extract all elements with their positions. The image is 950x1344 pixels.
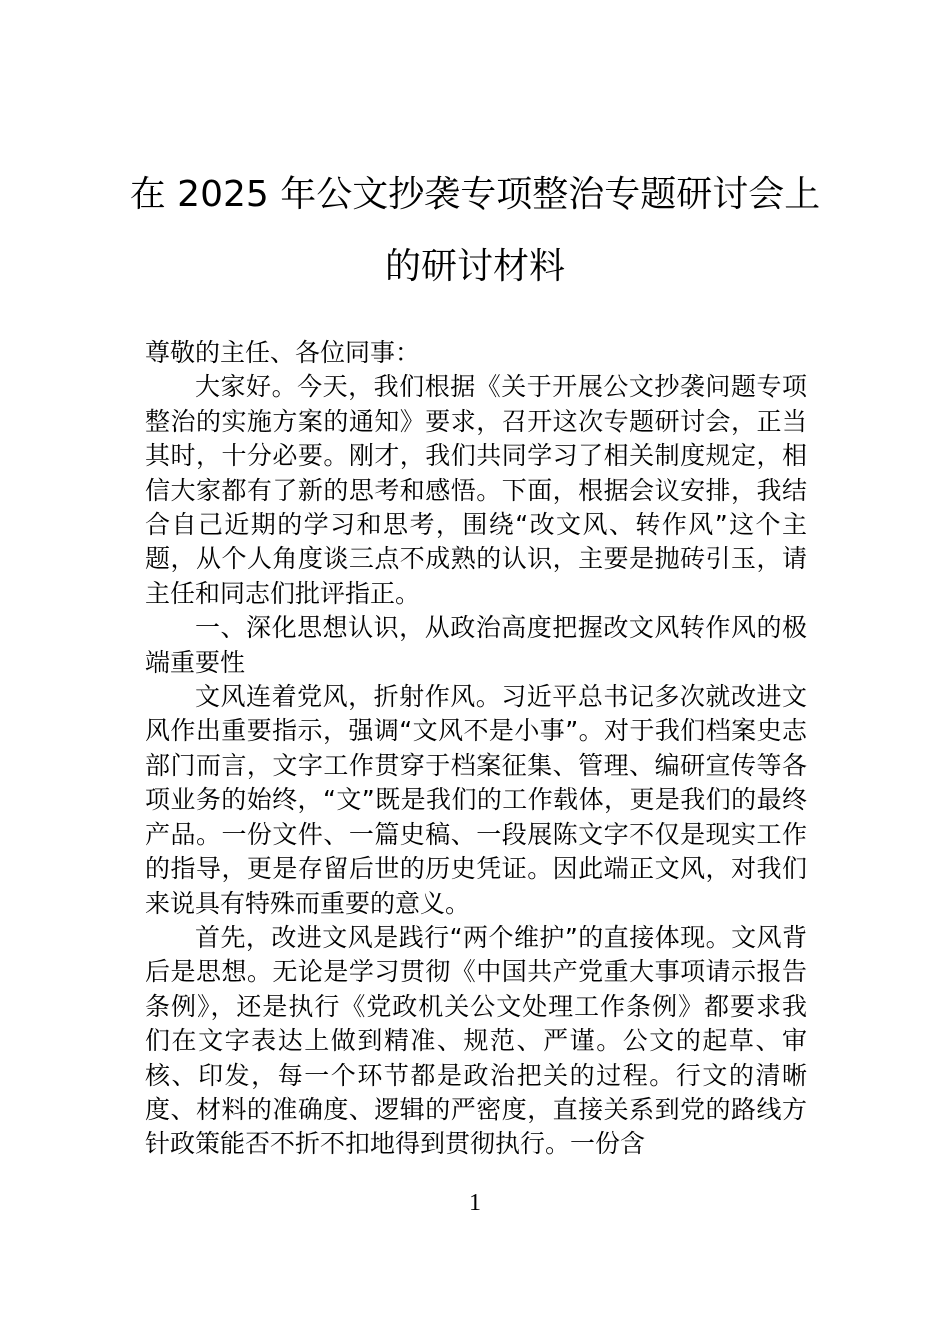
page-number: 1	[469, 1190, 481, 1216]
body-paragraph: 文风连着党风，折射作风。习近平总书记多次就改进文风作出重要指示，强调“文风不是小事”。对于我们档案史志部门而言，文字工作贯穿于档案征集、管理、编研宣传等各项业务的始终，“文”既是我们的工作载体，更是我们的最终产品。一份文件、一篇史稿、一段展陈文字不仅是现实工作的指导，更是存留后世的历史凭证。因此端正文风，对我们来说具有特殊而重要的意义。	[145, 682, 807, 918]
body-paragraph: 首先，改进文风是践行“两个维护”的直接体现。文风背后是思想。无论是学习贯彻《中国共产党重大事项请示报告条例》，还是执行《党政机关公文处理工作条例》都要求我们在文字表达上做到精准、规范、严谨。公文的起草、审核、印发，每一个环节都是政治把关的过程。行文的清晰度、材料的准确度、逻辑的严密度，直接关系到党的路线方针政策能否不折不扣地得到贯彻执行。一份含	[145, 922, 807, 1159]
salutation: 尊敬的主任、各位同事：	[145, 338, 421, 367]
body-paragraph: 大家好。今天，我们根据《关于开展公文抄袭问题专项整治的实施方案的通知》要求，召开这次专题研讨会，正当其时，十分必要。刚才，我们共同学习了相关制度规定，相信大家都有了新的思考和感悟。下面，根据会议安排，我结合自己近期的学习和思考，围绕“改文风、转作风”这个主题，从个人角度谈三点不成熟的认识，主要是抛砖引玉，请主任和同志们批评指正。	[145, 372, 807, 608]
document-body	[145, 336, 807, 1162]
document-title-line-2: 的研讨材料	[384, 246, 565, 287]
section-heading: 一、深化思想认识，从政治高度把握改文风转作风的极端重要性	[145, 613, 807, 677]
document-title-line-1: 在 2025 年公文抄袭专项整治专题研讨会上	[129, 174, 821, 215]
